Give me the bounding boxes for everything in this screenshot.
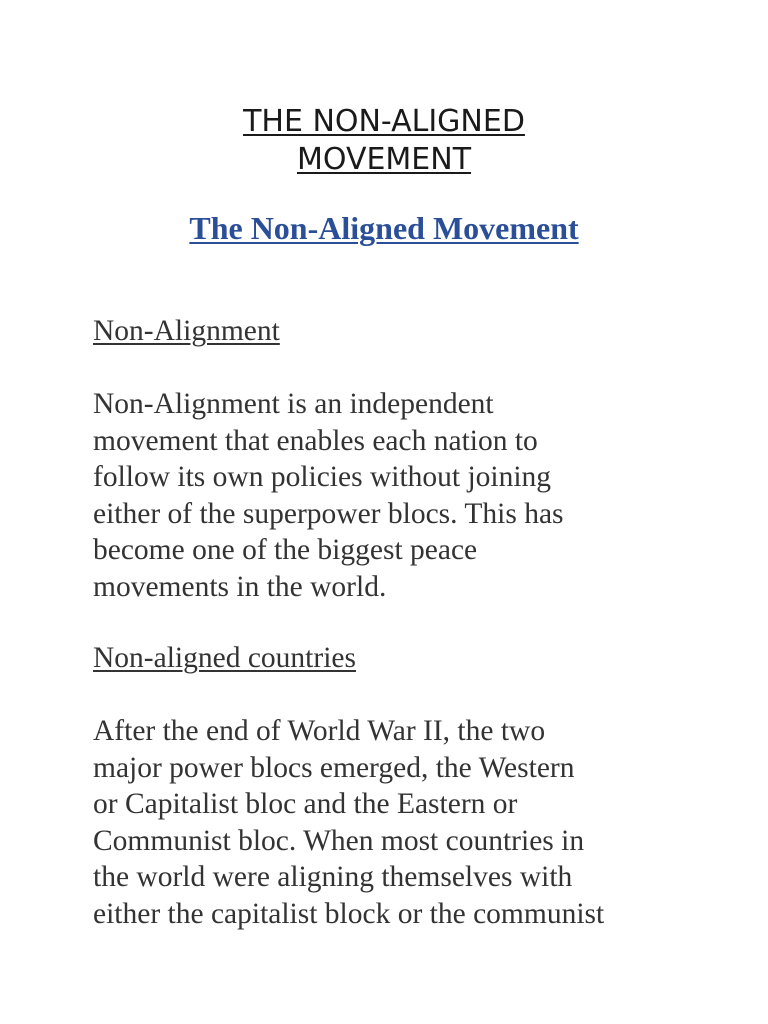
paragraph-line: the world were aligning themselves with xyxy=(93,861,573,893)
paragraph-line: major power blocs emerged, the Western xyxy=(93,751,575,784)
paragraph-line: follow its own policies without joining xyxy=(93,461,552,493)
document-subtitle xyxy=(0,208,768,248)
paragraph-line: become one of the biggest peace xyxy=(93,534,478,566)
section-paragraph-non-aligned-countries xyxy=(93,713,733,932)
paragraph-line: either of the superpower blocs. This has xyxy=(93,497,564,530)
paragraph-line: Non-Alignment is an independent xyxy=(93,388,494,420)
page-title-line-1: THE NON-ALIGNED xyxy=(243,104,525,139)
section-heading-non-aligned-countries: Non-aligned countries xyxy=(93,642,356,674)
paragraph-line: Communist bloc. When most countries in xyxy=(93,824,585,857)
paragraph-line: movements in the world. xyxy=(93,570,387,603)
page-title xyxy=(0,103,768,179)
paragraph-line: either the capitalist block or the communist xyxy=(93,897,605,930)
section-paragraph-non-alignment xyxy=(93,386,733,605)
section-heading-non-alignment: Non-Alignment xyxy=(93,315,280,347)
subtitle-link[interactable]: The Non-Aligned Movement xyxy=(189,210,579,246)
paragraph-line: or Capitalist bloc and the Eastern or xyxy=(93,788,518,820)
paragraph-line: After the end of World War II, the two xyxy=(93,715,546,747)
paragraph-line: movement that enables each nation to xyxy=(93,424,538,457)
page-title-line-2: MOVEMENT xyxy=(296,142,472,177)
